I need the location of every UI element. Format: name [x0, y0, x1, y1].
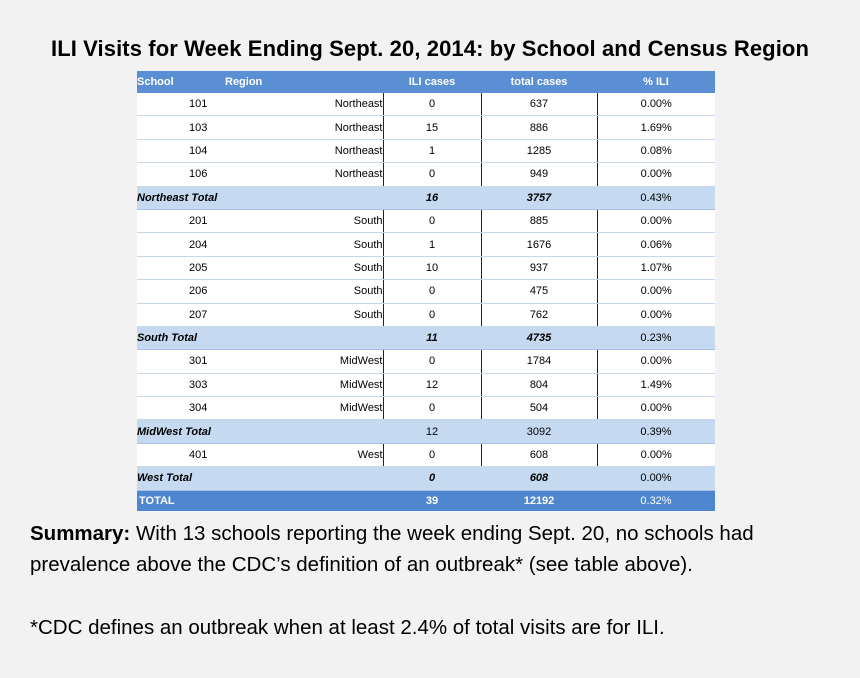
- cell-blank: [137, 163, 189, 186]
- cell-blank: [137, 373, 189, 396]
- cell-school: 205: [189, 256, 257, 279]
- cell-region: Northeast: [257, 116, 383, 139]
- cell-ili-cases: 0: [383, 280, 481, 303]
- cell-total-cases: 3092: [481, 420, 597, 443]
- summary-paragraph: [30, 518, 850, 580]
- cell-pct-ili: 0.23%: [597, 326, 715, 349]
- table-row: [137, 373, 715, 396]
- table-row: [137, 350, 715, 373]
- cell-total-cases: 475: [481, 280, 597, 303]
- cell-ili-cases: 1: [383, 233, 481, 256]
- cell-pct-ili: 0.00%: [597, 163, 715, 186]
- cell-ili-cases: 10: [383, 256, 481, 279]
- cell-region: South: [257, 209, 383, 232]
- subtotal-row: [137, 186, 715, 209]
- cell-subtotal-label: MidWest Total: [137, 420, 383, 443]
- cell-blank: [137, 209, 189, 232]
- cell-blank: [137, 233, 189, 256]
- cell-subtotal-label: South Total: [137, 326, 383, 349]
- footnote: *CDC defines an outbreak when at least 2.4% of total visits are for ILI.: [30, 616, 665, 639]
- cell-ili-cases: 0: [383, 397, 481, 420]
- table-row: [137, 163, 715, 186]
- cell-pct-ili: 0.43%: [597, 186, 715, 209]
- cell-total-cases: 637: [481, 93, 597, 116]
- header-pct-ili: % ILI: [597, 71, 715, 93]
- table-row: [137, 209, 715, 232]
- cell-region: Northeast: [257, 139, 383, 162]
- cell-pct-ili: 0.32%: [597, 490, 715, 511]
- cell-region: MidWest: [257, 397, 383, 420]
- cell-school: 103: [189, 116, 257, 139]
- cell-school: 104: [189, 139, 257, 162]
- table-row: [137, 397, 715, 420]
- cell-school: 207: [189, 303, 257, 326]
- summary-text: With 13 schools reporting the week ending Sept. 20, no schools had prevalence above the CDC’s definition of an outbreak* (see table above).: [30, 522, 754, 576]
- cell-region: South: [257, 256, 383, 279]
- cell-ili-cases: 0: [383, 443, 481, 466]
- header-region: Region: [189, 71, 383, 93]
- cell-blank: [137, 303, 189, 326]
- header-ili-cases: ILI cases: [383, 71, 481, 93]
- cell-pct-ili: 0.00%: [597, 93, 715, 116]
- cell-total-cases: 949: [481, 163, 597, 186]
- cell-ili-cases: 0: [383, 467, 481, 490]
- cell-blank: [137, 139, 189, 162]
- cell-blank: [137, 350, 189, 373]
- table-row: [137, 139, 715, 162]
- cell-ili-cases: 0: [383, 209, 481, 232]
- cell-total-cases: 504: [481, 397, 597, 420]
- grand-total-row: [137, 490, 715, 511]
- table-header-row: [137, 71, 715, 93]
- cell-ili-cases: 0: [383, 163, 481, 186]
- cell-school: 206: [189, 280, 257, 303]
- cell-pct-ili: 0.00%: [597, 443, 715, 466]
- subtotal-row: [137, 420, 715, 443]
- cell-blank: [137, 93, 189, 116]
- cell-ili-cases: 1: [383, 139, 481, 162]
- page-title: ILI Visits for Week Ending Sept. 20, 2014: by School and Census Region: [50, 36, 810, 61]
- cell-pct-ili: 0.00%: [597, 209, 715, 232]
- cell-ili-cases: 0: [383, 93, 481, 116]
- cell-school: 204: [189, 233, 257, 256]
- summary-lead: Summary:: [30, 522, 131, 545]
- cell-subtotal-label: West Total: [137, 467, 383, 490]
- table-row: [137, 280, 715, 303]
- table-row: [137, 116, 715, 139]
- cell-region: South: [257, 280, 383, 303]
- cell-region: West: [257, 443, 383, 466]
- cell-region: MidWest: [257, 350, 383, 373]
- cell-pct-ili: 0.39%: [597, 420, 715, 443]
- cell-total-cases: 804: [481, 373, 597, 396]
- table-body: [137, 93, 715, 511]
- cell-blank: [137, 443, 189, 466]
- cell-region: South: [257, 303, 383, 326]
- cell-total-cases: 1285: [481, 139, 597, 162]
- cell-ili-cases: 12: [383, 373, 481, 396]
- header-school: School: [137, 71, 189, 93]
- cell-total-cases: 937: [481, 256, 597, 279]
- cell-total-cases: 3757: [481, 186, 597, 209]
- cell-region: Northeast: [257, 93, 383, 116]
- cell-total-cases: 886: [481, 116, 597, 139]
- cell-total-cases: 4735: [481, 326, 597, 349]
- cell-subtotal-label: Northeast Total: [137, 186, 383, 209]
- cell-pct-ili: 1.07%: [597, 256, 715, 279]
- cell-ili-cases: 12: [383, 420, 481, 443]
- cell-ili-cases: 11: [383, 326, 481, 349]
- cell-blank: [137, 256, 189, 279]
- cell-pct-ili: 0.00%: [597, 303, 715, 326]
- cell-total-cases: 1676: [481, 233, 597, 256]
- cell-total-cases: 1784: [481, 350, 597, 373]
- cell-region: MidWest: [257, 373, 383, 396]
- subtotal-row: [137, 467, 715, 490]
- table-row: [137, 303, 715, 326]
- cell-total-cases: 608: [481, 467, 597, 490]
- table-row: [137, 233, 715, 256]
- cell-region: South: [257, 233, 383, 256]
- cell-total-cases: 762: [481, 303, 597, 326]
- cell-ili-cases: 39: [383, 490, 481, 511]
- cell-ili-cases: 15: [383, 116, 481, 139]
- header-total-cases: total cases: [481, 71, 597, 93]
- cell-pct-ili: 0.00%: [597, 350, 715, 373]
- cell-pct-ili: 0.00%: [597, 397, 715, 420]
- cell-school: 303: [189, 373, 257, 396]
- cell-school: 106: [189, 163, 257, 186]
- cell-pct-ili: 1.49%: [597, 373, 715, 396]
- cell-ili-cases: 16: [383, 186, 481, 209]
- cell-pct-ili: 0.00%: [597, 280, 715, 303]
- cell-total-cases: 608: [481, 443, 597, 466]
- ili-table: [137, 71, 715, 511]
- cell-school: 401: [189, 443, 257, 466]
- cell-pct-ili: 0.08%: [597, 139, 715, 162]
- cell-ili-cases: 0: [383, 303, 481, 326]
- cell-pct-ili: 0.00%: [597, 467, 715, 490]
- cell-total-cases: 885: [481, 209, 597, 232]
- cell-total-cases: 12192: [481, 490, 597, 511]
- cell-school: 304: [189, 397, 257, 420]
- table-row: [137, 443, 715, 466]
- cell-school: 301: [189, 350, 257, 373]
- subtotal-row: [137, 326, 715, 349]
- cell-pct-ili: 1.69%: [597, 116, 715, 139]
- cell-pct-ili: 0.06%: [597, 233, 715, 256]
- cell-school: 101: [189, 93, 257, 116]
- cell-ili-cases: 0: [383, 350, 481, 373]
- cell-blank: [137, 280, 189, 303]
- table-row: [137, 256, 715, 279]
- cell-grand-label: TOTAL: [137, 490, 383, 511]
- cell-school: 201: [189, 209, 257, 232]
- cell-blank: [137, 397, 189, 420]
- table-row: [137, 93, 715, 116]
- cell-region: Northeast: [257, 163, 383, 186]
- cell-blank: [137, 116, 189, 139]
